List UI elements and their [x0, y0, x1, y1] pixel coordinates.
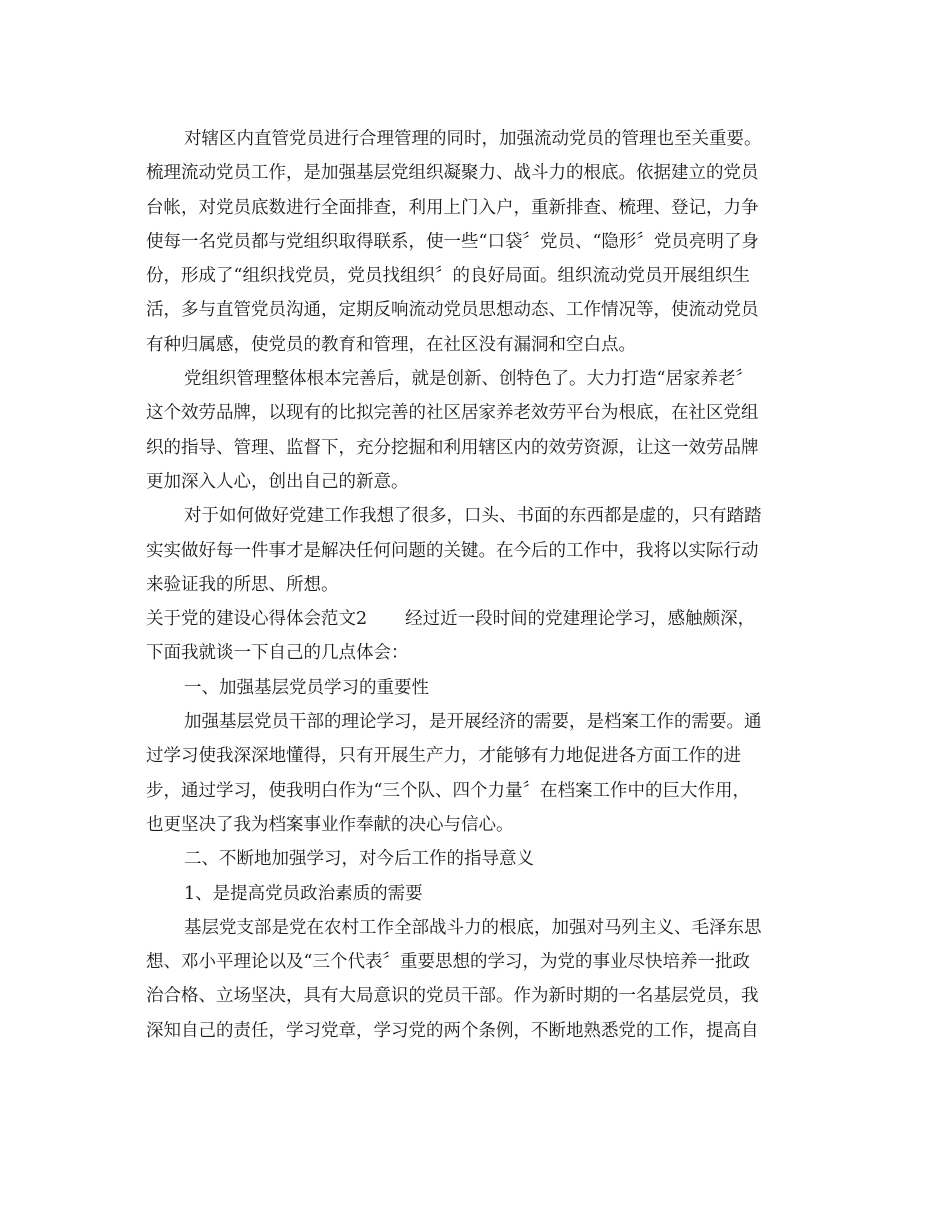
text-line: [146, 225, 806, 259]
line-text: 活，多与直管党员沟通，定期反响流动党员思想动态、工作情况等，使流动党员: [146, 300, 759, 321]
text-line: [146, 739, 806, 773]
text-line: [146, 328, 806, 362]
line-text: 使每一名党员都与党组织取得联系，使一些“口袋〞党员、“隐形〞党员亮明了身: [146, 231, 759, 252]
line-text: 实实做好每一件事才是解决任何问题的关键。在今后的工作中，我将以实际行动: [146, 540, 759, 561]
text-line: [146, 156, 806, 190]
text-line: [146, 534, 806, 568]
text-line: [146, 877, 806, 911]
text-line: [146, 705, 806, 739]
line-text: 关于党的建设心得体会范文2: [146, 609, 368, 630]
text-line: [146, 808, 806, 842]
text-line: [146, 259, 806, 293]
line-text: 更加深入人心，创出自己的新意。: [146, 471, 409, 492]
text-line: [146, 911, 806, 945]
line-text: 一、加强基层党员学习的重要性: [184, 677, 429, 698]
text-line: [146, 945, 806, 979]
document-body: [146, 122, 806, 1048]
line-text: 步，通过学习，使我明白作为“三个队、四个力量〞在档案工作中的巨大作用，: [146, 780, 750, 801]
text-line: [146, 499, 806, 533]
line-text: 来验证我的所思、所想。: [146, 574, 339, 595]
line-text: 对于如何做好党建工作我想了很多，口头、书面的东西都是虚的，只有踏踏: [184, 506, 762, 527]
line-text: 下面我就谈一下自己的几点体会：: [146, 643, 409, 664]
text-line: [146, 979, 806, 1013]
line-text: 对辖区内直管党员进行合理管理的同时，加强流动党员的管理也至关重要。: [184, 129, 762, 149]
text-line: [146, 122, 806, 156]
line-text: 加强基层党员干部的理论学习，是开展经济的需要，是档案工作的需要。通: [184, 712, 762, 733]
text-line: [146, 842, 806, 876]
text-line: [146, 774, 806, 808]
text-line: [146, 1014, 806, 1048]
text-line: [146, 568, 806, 602]
text-line: [146, 671, 806, 705]
line-text: 这个效劳品牌，以现有的比拟完善的社区居家养老效劳平台为根底，在社区党组: [146, 403, 759, 424]
line-text: 想、邓小平理论以及“三个代表〞重要思想的学习，为党的事业尽快培养一批政: [146, 952, 750, 973]
line-text: 治合格、立场坚决，具有大局意识的党员干部。作为新时期的一名基层党员，我: [146, 986, 759, 1007]
line-text: 深知自己的责任，学习党章，学习党的两个条例，不断地熟悉党的工作，提高自: [146, 1020, 759, 1041]
text-line: [146, 396, 806, 430]
line-text: 台帐，对党员底数进行全面排查，利用上门入户，重新排查、梳理、登记，力争: [146, 197, 759, 218]
line-text: 过学习使我深深地懂得，只有开展生产力，才能够有力地促进各方面工作的进: [146, 746, 741, 767]
line-text: 也更坚决了我为档案事业作奉献的决心与信心。: [146, 814, 514, 835]
text-line: [146, 431, 806, 465]
text-line: [146, 602, 806, 636]
line-text: 织的指导、管理、监督下，充分挖掘和利用辖区内的效劳资源，让这一效劳品牌: [146, 437, 759, 458]
line-text: 党组织管理整体根本完善后，就是创新、创特色了。大力打造“居家养老〞: [184, 369, 753, 390]
line-tail-text: 经过近一段时间的党建理论学习，感触颇深，: [405, 609, 756, 630]
text-line: [146, 293, 806, 327]
line-text: 有种归属感，使党员的教育和管理，在社区没有漏洞和空白点。: [146, 334, 636, 355]
text-line: [146, 465, 806, 499]
line-text: 基层党支部是党在农村工作全部战斗力的根底，加强对马列主义、毛泽东思: [184, 917, 762, 938]
line-text: 二、不断地加强学习，对今后工作的指导意义: [184, 849, 534, 870]
text-line: [146, 636, 806, 670]
line-text: 1、是提高党员政治素质的需要: [184, 883, 423, 904]
text-line: [146, 191, 806, 225]
text-line: [146, 362, 806, 396]
line-text: 梳理流动党员工作，是加强基层党组织凝聚力、战斗力的根底。依据建立的党员: [146, 163, 759, 184]
line-text: 份，形成了“组织找党员，党员找组织〞的良好局面。组织流动党员开展组织生: [146, 266, 750, 287]
